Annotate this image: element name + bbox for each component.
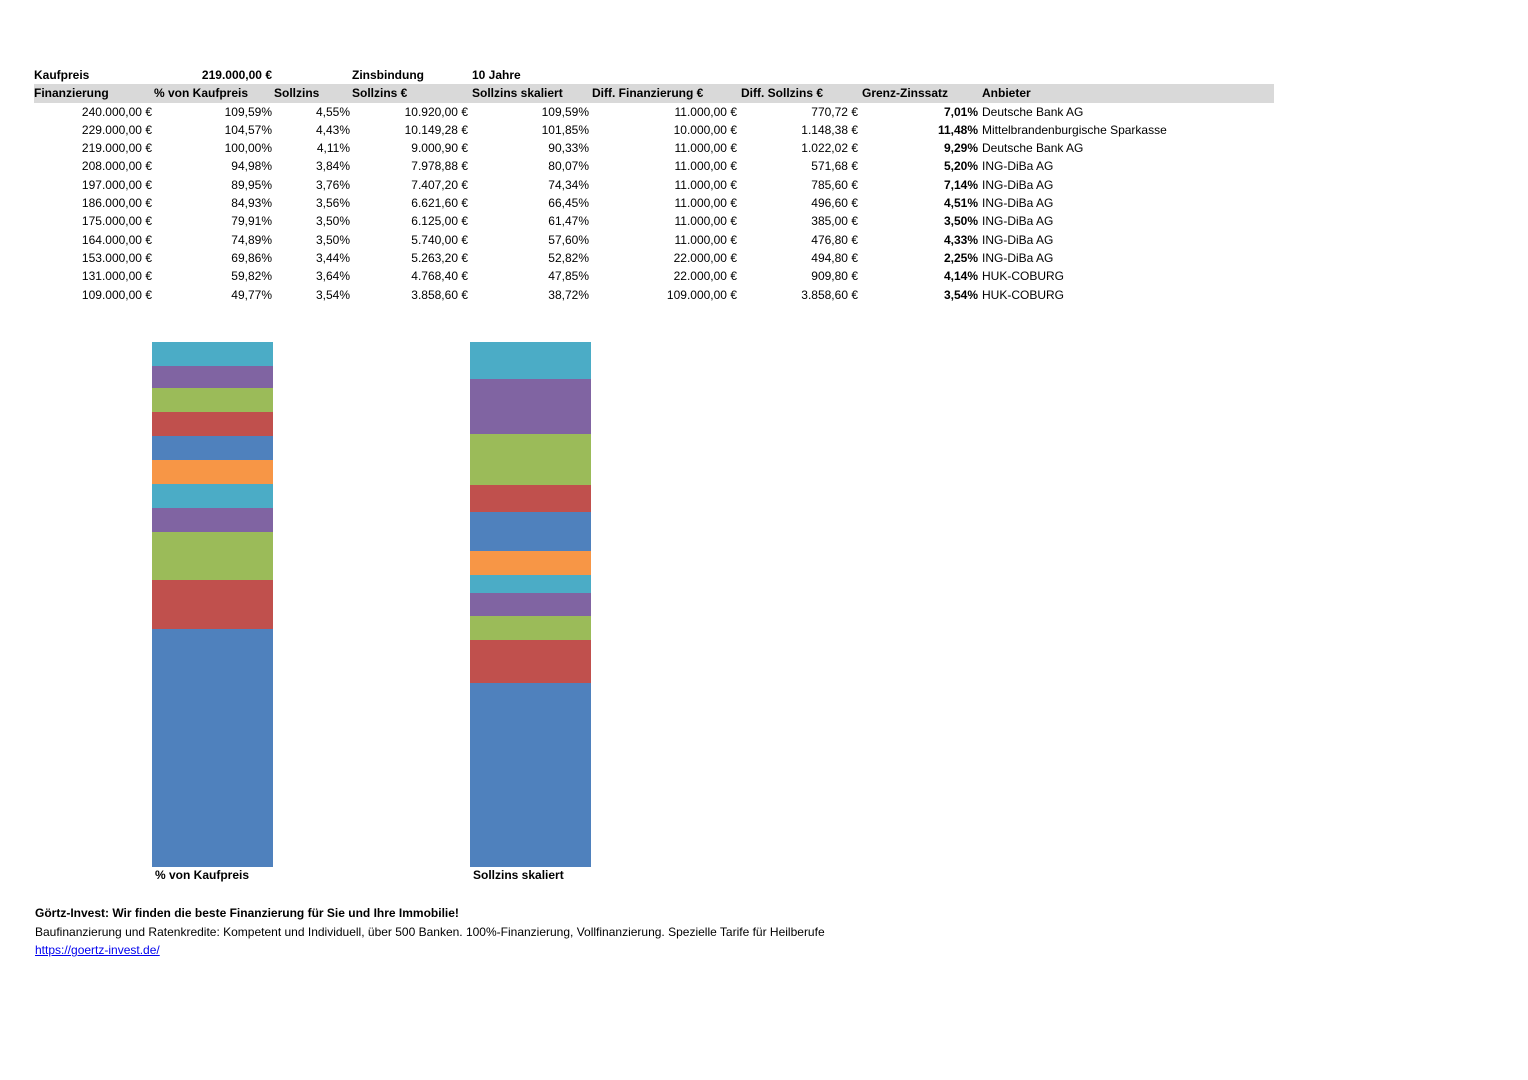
table-cell: 11.000,00 € (674, 196, 737, 211)
table-cell: 47,85% (548, 269, 589, 284)
table-cell: 90,33% (548, 141, 589, 156)
table-cell: 66,45% (548, 196, 589, 211)
table-cell: 11.000,00 € (674, 214, 737, 229)
column-header-anbieter: Anbieter (982, 86, 1031, 101)
spreadsheet-table (34, 66, 1274, 304)
table-cell: 6.621,60 € (411, 196, 468, 211)
bar-segment (470, 616, 591, 640)
table-cell: 9,29% (943, 141, 978, 156)
bar-segment (470, 433, 591, 485)
table-cell: 153.000,00 € (81, 250, 152, 265)
table-cell: 10.149,28 € (404, 122, 468, 137)
table-cell: 5.263,20 € (411, 250, 468, 265)
table-row (34, 176, 1274, 194)
table-cell: 164.000,00 € (81, 232, 152, 247)
table-cell: 3.858,60 € (411, 287, 468, 302)
header-info-row (34, 66, 1274, 84)
table-row (34, 212, 1274, 230)
table-cell: 11.000,00 € (674, 159, 737, 174)
table-cell: 109,59% (224, 104, 272, 119)
table-cell: 3,84% (315, 159, 350, 174)
footer-headline: Görtz-Invest: Wir finden die beste Finanzierung für Sie und Ihre Immobilie! (35, 906, 459, 920)
table-cell: 11.000,00 € (674, 141, 737, 156)
table-cell: 4,11% (316, 141, 350, 156)
bar-segment (152, 342, 273, 367)
table-row (34, 267, 1274, 285)
bar-segment (470, 551, 591, 575)
table-cell: 240.000,00 € (81, 104, 152, 119)
table-cell: 4.768,40 € (411, 269, 468, 284)
table-cell: 4,51% (943, 196, 978, 211)
column-header-row (34, 84, 1274, 102)
table-cell: 79,91% (231, 214, 272, 229)
table-cell: 3,50% (943, 214, 978, 229)
table-cell: 4,55% (315, 104, 350, 119)
table-cell: 59,82% (231, 269, 272, 284)
table-cell: 3,56% (315, 196, 350, 211)
table-cell: 219.000,00 € (81, 141, 152, 156)
table-row (34, 157, 1274, 175)
table-cell: 89,95% (231, 177, 272, 192)
bar-column-prozent-kaufpreis (152, 342, 273, 867)
table-cell: 494,80 € (811, 250, 858, 265)
table-cell: 11.000,00 € (674, 232, 737, 247)
table-cell: 909,80 € (811, 269, 858, 284)
table-cell: Deutsche Bank AG (982, 104, 1084, 119)
table-cell: 10.920,00 € (404, 104, 468, 119)
table-cell: 3,44% (315, 250, 350, 265)
bar-segment (470, 574, 591, 593)
table-cell: 770,72 € (811, 104, 858, 119)
table-cell: 104,57% (224, 122, 272, 137)
table-cell: 11,48% (937, 122, 978, 137)
table-cell: 208.000,00 € (81, 159, 152, 174)
table-cell: 11.000,00 € (674, 177, 737, 192)
category-label-sollzins-skaliert: Sollzins skaliert (473, 868, 564, 882)
table-row (34, 121, 1274, 139)
zinsbindung-label: Zinsbindung (352, 68, 424, 82)
table-cell: 785,60 € (811, 177, 858, 192)
bar-segment (152, 532, 273, 581)
table-row (34, 231, 1274, 249)
bar-segment (470, 683, 591, 867)
table-row (34, 249, 1274, 267)
table-cell: ING-DiBa AG (982, 250, 1054, 265)
table-cell: 175.000,00 € (81, 214, 152, 229)
table-cell: 7,14% (943, 177, 978, 192)
column-header-diff-sollzins: Diff. Sollzins € (741, 86, 824, 101)
table-row (34, 103, 1274, 121)
table-cell: 3,64% (315, 269, 350, 284)
table-cell: 4,14% (943, 269, 978, 284)
bar-column-sollzins-skaliert (470, 342, 591, 867)
table-cell: 100,00% (224, 141, 272, 156)
table-cell: ING-DiBa AG (982, 232, 1054, 247)
table-cell: 5.740,00 € (411, 232, 468, 247)
table-cell: 74,89% (231, 232, 272, 247)
column-header-grenz-zinssatz: Grenz-Zinssatz (862, 86, 949, 101)
table-cell: Mittelbrandenburgische Sparkasse (982, 122, 1167, 137)
bar-segment (470, 593, 591, 616)
table-cell: 3,76% (315, 177, 350, 192)
table-cell: ING-DiBa AG (982, 177, 1054, 192)
footer (35, 904, 825, 960)
table-cell: 49,77% (231, 287, 272, 302)
table-cell: 7.407,20 € (411, 177, 468, 192)
table-cell: HUK-COBURG (982, 287, 1065, 302)
kaufpreis-value: 219.000,00 € (201, 68, 272, 82)
table-cell: 3,50% (315, 232, 350, 247)
kaufpreis-label: Kaufpreis (34, 68, 90, 82)
table-cell: 131.000,00 € (81, 269, 152, 284)
table-row (34, 139, 1274, 157)
bar-segment (152, 387, 273, 412)
table-cell: 476,80 € (811, 232, 858, 247)
bar-segment (470, 484, 591, 512)
table-cell: 3.858,60 € (801, 287, 858, 302)
table-cell: HUK-COBURG (982, 269, 1065, 284)
category-label-prozent-kaufpreis: % von Kaufpreis (155, 868, 250, 882)
bar-segment (152, 484, 273, 509)
table-cell: 109.000,00 € (666, 287, 737, 302)
zinsbindung-value: 10 Jahre (472, 68, 521, 82)
table-cell: ING-DiBa AG (982, 159, 1054, 174)
table-cell: 61,47% (548, 214, 589, 229)
bar-segment (470, 639, 591, 683)
table-cell: 57,60% (548, 232, 589, 247)
table-cell: 9.000,90 € (411, 141, 468, 156)
table-cell: Deutsche Bank AG (982, 141, 1084, 156)
table-cell: ING-DiBa AG (982, 214, 1054, 229)
bar-segment (152, 412, 273, 437)
table-cell: 186.000,00 € (81, 196, 152, 211)
table-cell: 94,98% (231, 159, 272, 174)
table-cell: 22.000,00 € (673, 250, 737, 265)
table-cell: 197.000,00 € (81, 177, 152, 192)
table-cell: 3,54% (315, 287, 350, 302)
column-header-sollzins-skaliert: Sollzins skaliert (472, 86, 563, 101)
table-cell: 10.000,00 € (673, 122, 737, 137)
footer-link[interactable]: https://goertz-invest.de/ (35, 943, 160, 957)
table-cell: 69,86% (231, 250, 272, 265)
table-cell: 11.000,00 € (674, 104, 737, 119)
bar-segment (470, 378, 591, 433)
bar-segment (152, 628, 273, 867)
table-row (34, 194, 1274, 212)
bar-segment (470, 342, 591, 379)
table-row (34, 286, 1274, 304)
bar-segment (152, 366, 273, 388)
bar-segment (470, 511, 591, 551)
table-cell: 2,25% (943, 250, 978, 265)
table-cell: 3,54% (943, 287, 978, 302)
table-cell: 38,72% (548, 287, 589, 302)
bar-segment (152, 508, 273, 533)
table-cell: 84,93% (231, 196, 272, 211)
table-cell: 571,68 € (811, 159, 858, 174)
table-cell: 496,60 € (811, 196, 858, 211)
bar-segment (152, 436, 273, 461)
table-cell: 22.000,00 € (673, 269, 737, 284)
table-cell: 80,07% (548, 159, 589, 174)
table-cell: 74,34% (548, 177, 589, 192)
table-cell: 385,00 € (811, 214, 858, 229)
table-cell: 101,85% (541, 122, 589, 137)
table-cell: 1.148,38 € (801, 122, 858, 137)
table-cell: 109,59% (541, 104, 589, 119)
table-cell: 52,82% (548, 250, 589, 265)
column-header-prozent-kaufpreis: % von Kaufpreis (154, 86, 249, 101)
bar-segment (152, 580, 273, 629)
table-cell: 3,50% (315, 214, 350, 229)
table-cell: 6.125,00 € (411, 214, 468, 229)
table-cell: 7,01% (943, 104, 978, 119)
table-cell: 7.978,88 € (411, 159, 468, 174)
table-cell: 109.000,00 € (81, 287, 152, 302)
table-cell: 5,20% (943, 159, 978, 174)
column-header-sollzins: Sollzins (274, 86, 320, 101)
bar-segment (152, 460, 273, 485)
table-cell: 4,43% (315, 122, 350, 137)
table-cell: 4,33% (943, 232, 978, 247)
column-header-diff-finanzierung: Diff. Finanzierung € (592, 86, 704, 101)
column-header-sollzins-euro: Sollzins € (352, 86, 408, 101)
table-cell: ING-DiBa AG (982, 196, 1054, 211)
column-header-finanzierung: Finanzierung (34, 86, 109, 101)
table-cell: 1.022,02 € (801, 141, 858, 156)
footer-description: Baufinanzierung und Ratenkredite: Kompetent und Individuell, über 500 Banken. 100%-Finanzierung, Vollfinanzierung. Spezielle Tarife für Heilberufe (35, 924, 825, 939)
table-cell: 229.000,00 € (81, 122, 152, 137)
table-body (34, 103, 1274, 304)
